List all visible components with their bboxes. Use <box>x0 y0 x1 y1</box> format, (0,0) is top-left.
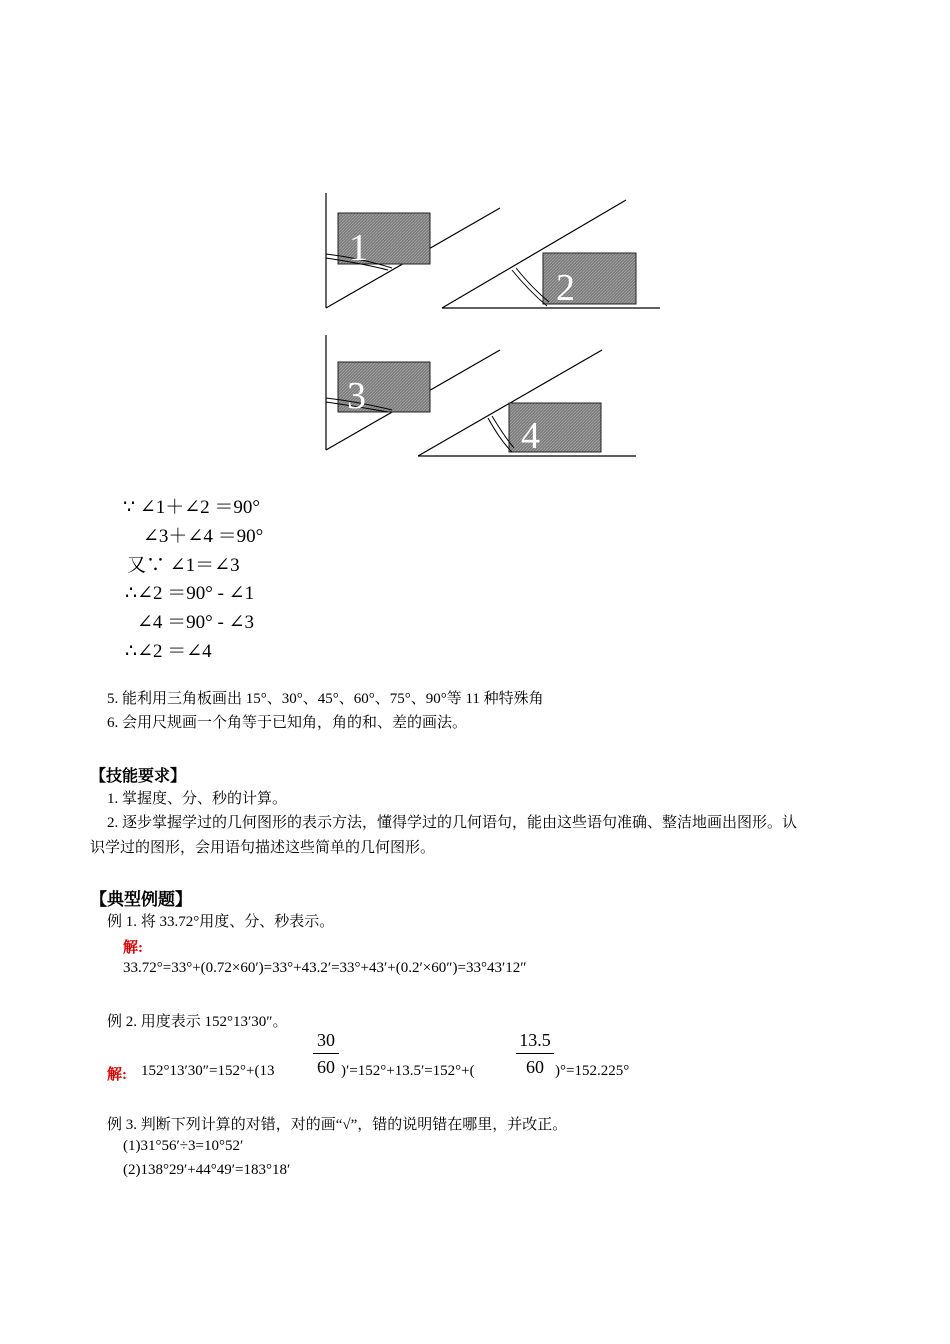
example-2-title: 例 2. 用度表示 152°13′30″。 <box>107 1014 288 1030</box>
fraction-30-denominator: 60 <box>317 1057 335 1077</box>
example-1-solution-label: 解: <box>123 940 143 956</box>
example-2-solution-part-2: )′=152°+13.5′=152°+( <box>341 1063 475 1079</box>
proof-line-4: ∴∠2 ＝90° - ∠1 <box>125 583 255 604</box>
example-3-question-1: (1)31°56′÷3=10°52′ <box>123 1138 244 1154</box>
fraction-13-5-60 <box>516 1030 554 1078</box>
figure-top <box>326 193 660 309</box>
examples-heading: 【典型例题】 <box>90 890 192 909</box>
proof-line-2: ∠3＋∠4 ＝90° <box>143 526 264 547</box>
label-3: 3 <box>347 375 366 417</box>
proof-line-5: ∠4 ＝90° - ∠3 <box>137 612 255 633</box>
fraction-13-5-denominator: 60 <box>526 1057 544 1077</box>
figure-bottom <box>326 335 636 457</box>
example-1-title: 例 1. 将 33.72°用度、分、秒表示。 <box>107 914 335 930</box>
item-5: 5. 能利用三角板画出 15°、30°、45°、60°、75°、90°等 11 种特殊角 <box>107 691 544 707</box>
label-1: 1 <box>349 227 368 269</box>
label-2: 2 <box>556 267 575 309</box>
proof-line-1: ∵ ∠1＋∠2 ＝90° <box>123 497 261 518</box>
item-6: 6. 会用尺规画一个角等于已知角，角的和、差的画法。 <box>107 715 468 731</box>
skills-item-2-line-1: 2. 逐步掌握学过的几何图形的表示方法，懂得学过的几何语句，能由这些语句准确、整洁地画出图形。认 <box>107 815 798 831</box>
example-3-question-2: (2)138°29′+44°49′=183°18′ <box>123 1162 291 1178</box>
example-2-solution-part-1: 152°13′30″=152°+(13 <box>141 1063 275 1079</box>
angle-figure <box>0 0 950 470</box>
fraction-30-numerator: 30 <box>317 1030 335 1050</box>
fraction-30-60 <box>313 1030 339 1078</box>
example-3-title: 例 3. 判断下列计算的对错，对的画“√”，错的说明错在哪里，并改正。 <box>107 1117 568 1133</box>
proof-line-3: 又∵ ∠1＝∠3 <box>127 555 240 576</box>
skills-item-2-line-2: 识学过的图形，会用语句描述这些简单的几何图形。 <box>90 840 436 856</box>
skills-item-1: 1. 掌握度、分、秒的计算。 <box>107 791 288 807</box>
proof-line-6: ∴∠2 ＝∠4 <box>125 641 212 662</box>
example-2-solution-label: 解: <box>107 1067 127 1083</box>
example-2-solution-part-3: )°=152.225° <box>555 1063 630 1079</box>
skills-heading: 【技能要求】 <box>90 768 187 785</box>
example-1-solution: 33.72°=33°+(0.72×60′)=33°+43.2′=33°+43′+(0.2′×60″)=33°43′12″ <box>123 960 527 976</box>
fraction-13-5-numerator: 13.5 <box>519 1030 551 1050</box>
label-4: 4 <box>521 415 540 457</box>
